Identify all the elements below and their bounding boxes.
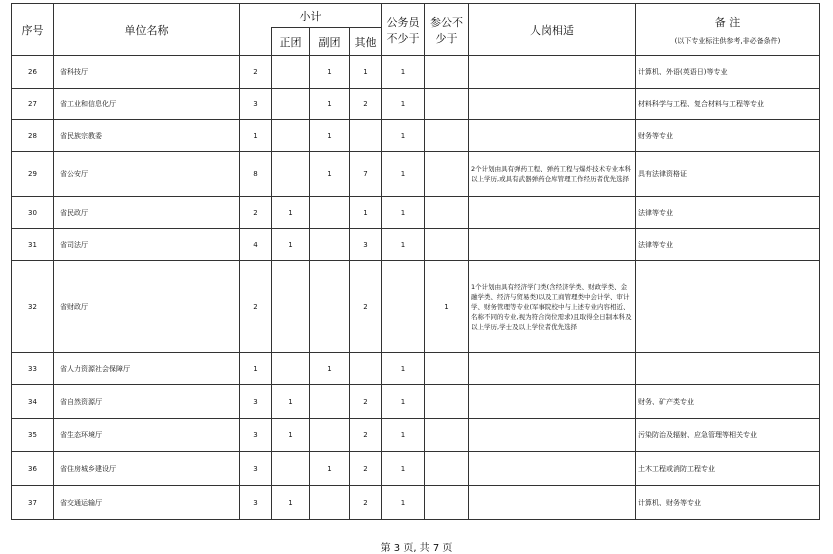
cell-unit: 省生态环境厅: [54, 419, 240, 452]
cell-civil: [382, 261, 425, 353]
cell-canggong: [425, 120, 469, 152]
cell-seq: 27: [12, 89, 54, 120]
cell-seq: 34: [12, 385, 54, 419]
cell-zhengtuan: [272, 120, 310, 152]
cell-seq: 32: [12, 261, 54, 353]
header-remarks: [636, 4, 820, 56]
cell-canggong: [425, 385, 469, 419]
cell-civil: 1: [382, 89, 425, 120]
cell-canggong: 1: [425, 261, 469, 353]
header-zhengtuan: 正团: [272, 28, 310, 56]
cell-seq: 30: [12, 197, 54, 229]
cell-other: 2: [350, 486, 382, 520]
cell-seq: 35: [12, 419, 54, 452]
cell-total: 3: [240, 419, 272, 452]
cell-futuan: [310, 197, 350, 229]
cell-total: 4: [240, 229, 272, 261]
cell-zhengtuan: [272, 353, 310, 385]
table-row: [12, 89, 820, 120]
cell-unit: 省科技厅: [54, 56, 240, 89]
cell-remark: 法律等专业: [636, 197, 820, 229]
cell-total: 2: [240, 56, 272, 89]
header-subtotal: 小计: [240, 4, 382, 28]
cell-remark: 法律等专业: [636, 229, 820, 261]
cell-total: 3: [240, 452, 272, 486]
cell-other: 2: [350, 452, 382, 486]
table-row: [12, 197, 820, 229]
cell-canggong: [425, 419, 469, 452]
cell-unit: 省工业和信息化厅: [54, 89, 240, 120]
cell-seq: 36: [12, 452, 54, 486]
cell-futuan: 1: [310, 120, 350, 152]
cell-match: [469, 120, 636, 152]
header-other: 其他: [350, 28, 382, 56]
cell-zhengtuan: 1: [272, 419, 310, 452]
table-row: [12, 419, 820, 452]
cell-zhengtuan: 1: [272, 229, 310, 261]
cell-zhengtuan: [272, 89, 310, 120]
cell-match: [469, 419, 636, 452]
cell-match: [469, 353, 636, 385]
table-row: [12, 261, 820, 353]
header-remarks-note: (以下专业标注供参考,非必备条件): [674, 36, 781, 45]
page-footer: 第 3 页, 共 7 页: [380, 543, 453, 554]
cell-futuan: 1: [310, 56, 350, 89]
cell-match: [469, 56, 636, 89]
cell-match: [469, 486, 636, 520]
cell-futuan: 1: [310, 89, 350, 120]
cell-total: 1: [240, 120, 272, 152]
header-unit: 单位名称: [54, 4, 240, 56]
cell-unit: 省民政厅: [54, 197, 240, 229]
cell-seq: 31: [12, 229, 54, 261]
cell-other: 1: [350, 197, 382, 229]
header-futuan: 副团: [310, 28, 350, 56]
cell-remark: 土木工程或消防工程专业: [636, 452, 820, 486]
cell-total: 3: [240, 89, 272, 120]
cell-total: 3: [240, 486, 272, 520]
table-row: [12, 120, 820, 152]
cell-remark: 财务、矿产类专业: [636, 385, 820, 419]
cell-seq: 33: [12, 353, 54, 385]
cell-total: 3: [240, 385, 272, 419]
cell-zhengtuan: [272, 452, 310, 486]
table-row: [12, 353, 820, 385]
cell-unit: 省自然资源厅: [54, 385, 240, 419]
cell-canggong: [425, 89, 469, 120]
cell-zhengtuan: 1: [272, 197, 310, 229]
cell-futuan: 1: [310, 452, 350, 486]
cell-futuan: [310, 419, 350, 452]
cell-total: 2: [240, 197, 272, 229]
cell-other: 2: [350, 89, 382, 120]
cell-remark: 财务等专业: [636, 120, 820, 152]
cell-other: 1: [350, 56, 382, 89]
cell-remark: 计算机、财务等专业: [636, 486, 820, 520]
cell-remark: [636, 353, 820, 385]
cell-unit: 省交通运输厅: [54, 486, 240, 520]
cell-canggong: [425, 197, 469, 229]
cell-futuan: [310, 486, 350, 520]
cell-total: 1: [240, 353, 272, 385]
header-remarks-title: 备 注: [714, 15, 741, 29]
cell-match: [469, 197, 636, 229]
cell-zhengtuan: 1: [272, 385, 310, 419]
header-match: 人岗相适: [469, 4, 636, 56]
cell-unit: 省人力资源社会保障厅: [54, 353, 240, 385]
header-civil: 公务员不少于: [382, 4, 425, 56]
cell-zhengtuan: [272, 261, 310, 353]
cell-other: 2: [350, 419, 382, 452]
cell-futuan: 1: [310, 152, 350, 197]
cell-other: 3: [350, 229, 382, 261]
cell-remark: [636, 261, 820, 353]
cell-seq: 37: [12, 486, 54, 520]
header-canggong: 参公不少于: [425, 4, 469, 56]
cell-match: [469, 229, 636, 261]
header-subtotal-spacer: [240, 28, 272, 56]
cell-civil: 1: [382, 353, 425, 385]
cell-futuan: [310, 385, 350, 419]
cell-canggong: [425, 486, 469, 520]
table-row: [12, 486, 820, 520]
cell-civil: 1: [382, 197, 425, 229]
cell-remark: 材料科学与工程、复合材料与工程等专业: [636, 89, 820, 120]
cell-other: [350, 353, 382, 385]
cell-futuan: 1: [310, 353, 350, 385]
cell-match: 1个计划由具有经济学门类(含经济学类、财政学类、金融学类、经济与贸易类)以及工商管理类中会计学、审计学、财务管理等专业(军事院校中与上述专业内容相近、名称不同的专业,视为符合岗位需求)且取得全日制本科及以上学历,学士及以上学位者优先选择: [469, 261, 636, 353]
cell-civil: 1: [382, 486, 425, 520]
header-seq: 序号: [12, 4, 54, 56]
cell-remark: 计算机、外语(英语日)等专业: [636, 56, 820, 89]
cell-match: 2个计划由具有弹药工程、弹药工程与爆炸技术专业本科以上学历,或具有武器弹药仓库管理工作经历者优先选择: [469, 152, 636, 197]
cell-unit: 省司法厅: [54, 229, 240, 261]
cell-canggong: [425, 56, 469, 89]
cell-seq: 29: [12, 152, 54, 197]
table-row: [12, 385, 820, 419]
cell-match: [469, 89, 636, 120]
cell-unit: 省民族宗教委: [54, 120, 240, 152]
cell-unit: 省住房城乡建设厅: [54, 452, 240, 486]
cell-seq: 28: [12, 120, 54, 152]
table-row: [12, 152, 820, 197]
cell-other: 2: [350, 385, 382, 419]
cell-match: [469, 452, 636, 486]
cell-canggong: [425, 152, 469, 197]
cell-other: 2: [350, 261, 382, 353]
cell-futuan: [310, 261, 350, 353]
cell-civil: 1: [382, 419, 425, 452]
cell-total: 2: [240, 261, 272, 353]
table-row: [12, 452, 820, 486]
cell-other: [350, 120, 382, 152]
cell-zhengtuan: [272, 56, 310, 89]
cell-remark: 具有法律资格证: [636, 152, 820, 197]
allocation-table: [11, 3, 820, 520]
cell-canggong: [425, 229, 469, 261]
cell-zhengtuan: [272, 152, 310, 197]
cell-civil: 1: [382, 385, 425, 419]
cell-canggong: [425, 353, 469, 385]
cell-zhengtuan: 1: [272, 486, 310, 520]
cell-remark: 污染防治及辐射、应急管理等相关专业: [636, 419, 820, 452]
cell-other: 7: [350, 152, 382, 197]
table-row: [12, 229, 820, 261]
cell-futuan: [310, 229, 350, 261]
cell-civil: 1: [382, 452, 425, 486]
cell-civil: 1: [382, 229, 425, 261]
cell-match: [469, 385, 636, 419]
cell-unit: 省公安厅: [54, 152, 240, 197]
cell-canggong: [425, 452, 469, 486]
cell-civil: 1: [382, 120, 425, 152]
cell-civil: 1: [382, 152, 425, 197]
table-row: [12, 56, 820, 89]
cell-unit: 省财政厅: [54, 261, 240, 353]
cell-civil: 1: [382, 56, 425, 89]
cell-total: 8: [240, 152, 272, 197]
cell-seq: 26: [12, 56, 54, 89]
